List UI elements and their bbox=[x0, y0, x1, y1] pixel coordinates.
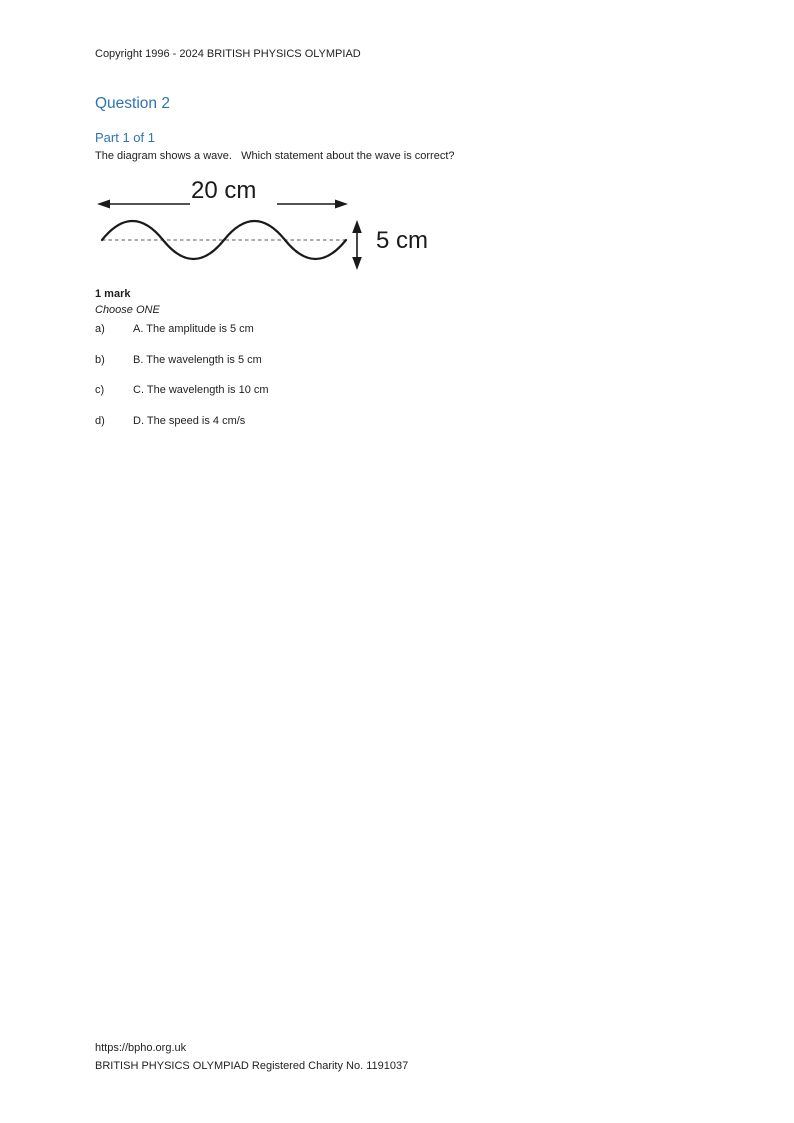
option-b-text: B. The wavelength is 5 cm bbox=[133, 353, 262, 366]
question-title: Question 2 bbox=[95, 95, 170, 112]
option-a-letter: a) bbox=[95, 323, 105, 335]
option-b-letter: b) bbox=[95, 353, 105, 366]
amplitude-label: 5 cm bbox=[376, 227, 429, 254]
question-prompt: The diagram shows a wave. Which statement about the wave is correct? bbox=[95, 150, 455, 162]
option-a-text: A. The amplitude is 5 cm bbox=[133, 323, 254, 335]
choose-instruction: Choose ONE bbox=[95, 304, 160, 316]
footer-charity-line: BRITISH PHYSICS OLYMPIAD Registered Charity No. 1191037 bbox=[95, 1059, 409, 1072]
option-b bbox=[95, 351, 595, 369]
option-a bbox=[95, 320, 595, 338]
part-title: Part 1 of 1 bbox=[95, 130, 155, 145]
amplitude-arrow-icon bbox=[352, 220, 362, 270]
option-d bbox=[95, 412, 595, 430]
marks-label: 1 mark bbox=[95, 288, 131, 300]
wave-curve bbox=[102, 221, 346, 259]
wave-diagram bbox=[95, 175, 535, 280]
option-d-letter: d) bbox=[95, 414, 105, 427]
options-list bbox=[95, 320, 595, 442]
option-c bbox=[95, 381, 595, 399]
option-c-text: C. The wavelength is 10 cm bbox=[133, 384, 269, 396]
option-d-text: D. The speed is 4 cm/s bbox=[133, 414, 246, 427]
wavelength-label: 20 cm bbox=[191, 177, 257, 204]
page-footer bbox=[95, 1040, 408, 1075]
option-c-letter: c) bbox=[95, 384, 105, 396]
footer-url[interactable]: https://bpho.org.uk bbox=[95, 1042, 187, 1054]
copyright-line: Copyright 1996 - 2024 BRITISH PHYSICS OLYMPIAD bbox=[95, 48, 361, 60]
